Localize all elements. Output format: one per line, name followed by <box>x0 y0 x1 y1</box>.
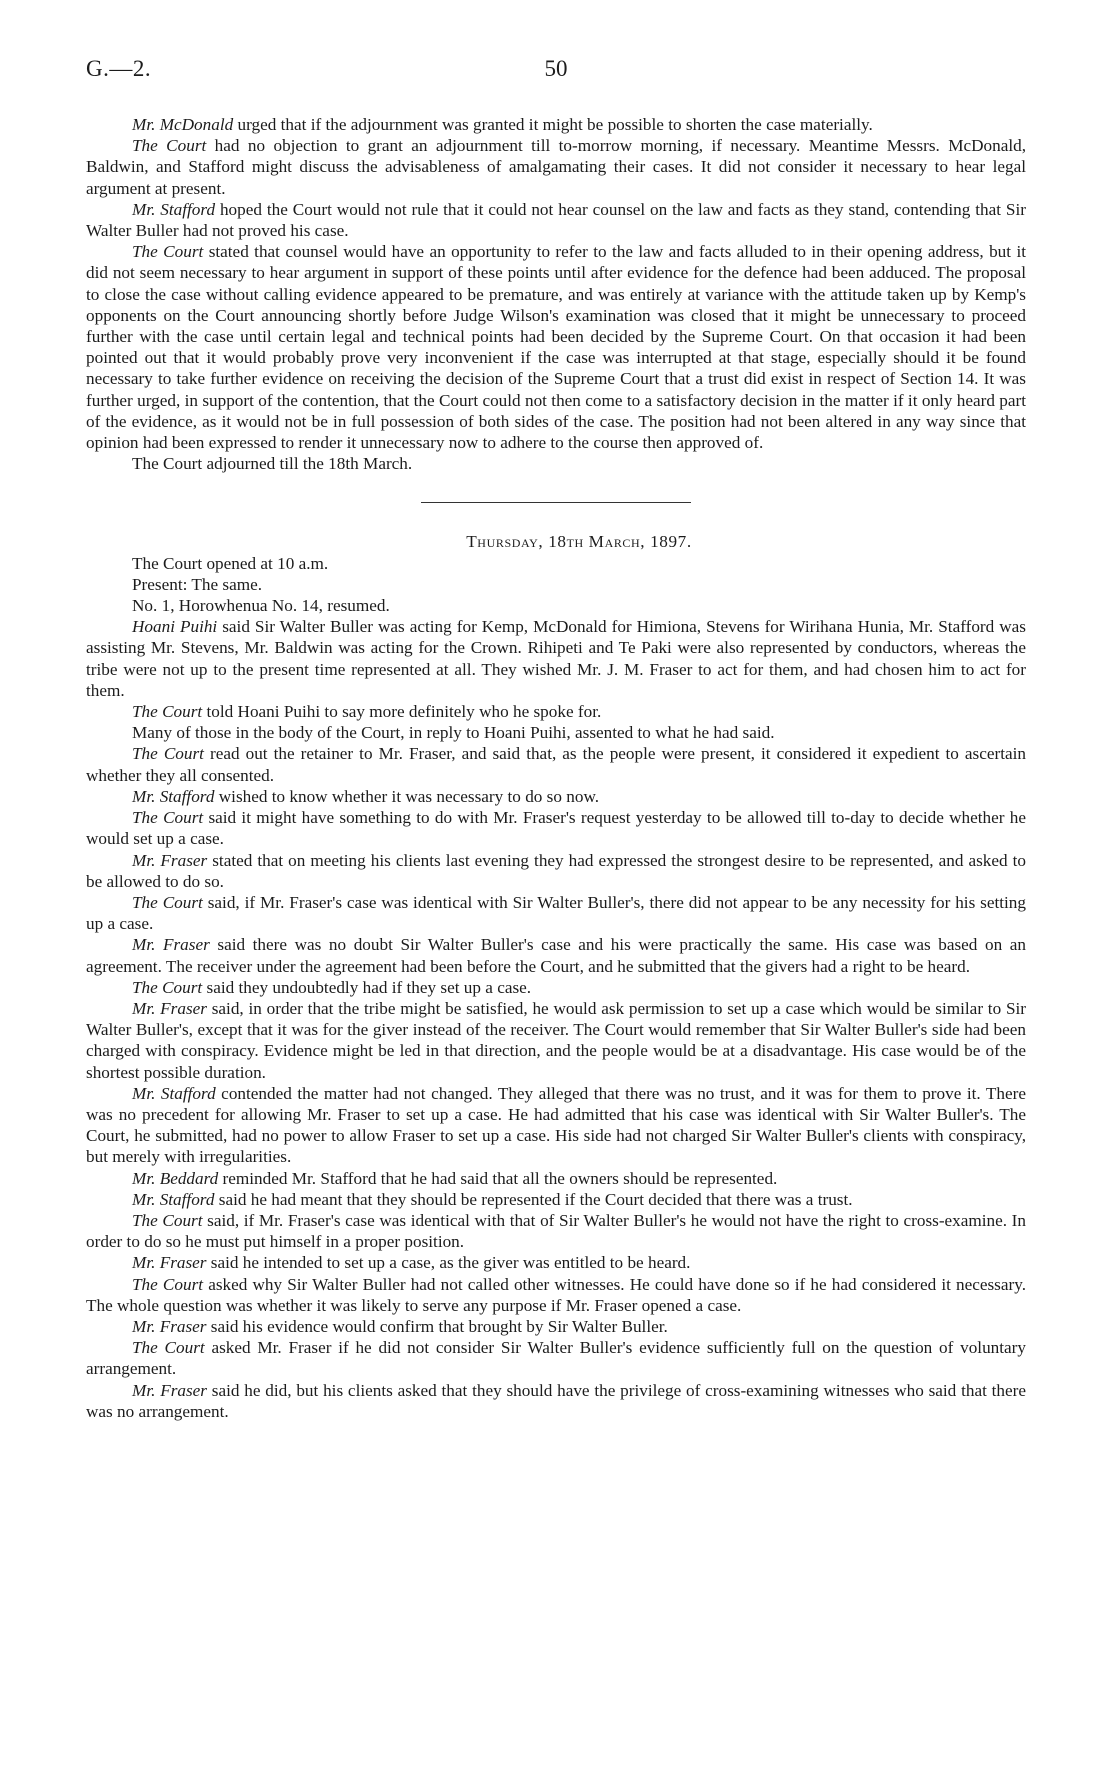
paragraph-text: said, if Mr. Fraser's case was identical with that of Sir Walter Buller's he would not have the right to cross-examine. In order to do so he must put himself in a proper position. <box>86 1210 1026 1252</box>
speaker-name: Mr. Stafford <box>132 199 216 219</box>
speaker-name: The Court <box>132 977 203 997</box>
paragraph <box>86 1274 1026 1316</box>
paragraph <box>86 1189 1026 1210</box>
paragraph <box>86 850 1026 892</box>
paragraph <box>86 1316 1026 1337</box>
section-divider <box>421 502 691 503</box>
paragraph-text: No. 1, Horowhenua No. 14, resumed. <box>132 596 390 616</box>
date-heading: Thursday, 18th March, 1897. <box>466 532 692 552</box>
paragraph-text: reminded Mr. Stafford that he had said that all the owners should be represented. <box>218 1168 778 1188</box>
paragraph-text: said it might have something to do with Mr. Fraser's request yesterday to be allowed till to-day to decide whether he would set up a case. <box>86 808 1026 849</box>
speaker-name: Mr. Fraser <box>132 1253 207 1273</box>
paragraph-text: said his evidence would confirm that brought by Sir Walter Buller. <box>206 1316 668 1336</box>
section-1 <box>86 114 1026 474</box>
paragraph <box>86 977 1026 998</box>
paragraph <box>86 241 1026 453</box>
paragraph-text: Many of those in the body of the Court, in reply to Hoani Puihi, assented to what he had said. <box>132 723 775 743</box>
paragraph-text: said they undoubtedly had if they set up a case. <box>202 977 532 997</box>
paragraph-text: urged that if the adjournment was granted it might be possible to shorten the case materially. <box>233 115 873 134</box>
speaker-name: Mr. McDonald <box>132 115 234 134</box>
paragraph <box>86 998 1026 1083</box>
paragraph-text: The Court opened at 10 a.m. <box>132 553 329 573</box>
speaker-name: The Court <box>132 1338 205 1358</box>
paragraph <box>86 135 1026 199</box>
document-reference: G.—2. <box>86 56 152 81</box>
paragraph-text: said, in order that the tribe might be satisfied, he would ask permission to set up a case which would be similar to Sir Walter Buller's, except that it was for the giver instead of the receiver. The Court would remember that Sir Walter Buller's side had been charged with conspiracy. Evidence might be led in that direction, and the people would be at a disadvantage. His case would be of the shortest possible duration. <box>86 998 1027 1082</box>
paragraph <box>86 1337 1026 1379</box>
paragraph-text: said Sir Walter Buller was acting for Kemp, McDonald for Himiona, Stevens for Wirihana Hunia, Mr. Stafford was assisting Mr. Stevens, Mr. Baldwin was acting for the Crown. Rihipeti and Te Paki were also represented by conductors, whereas the tribe were not up to the present time represented at all. They wished Mr. J. M. Fraser to act for them, and had chosen him to act for them. <box>86 617 1026 700</box>
paragraph-text: asked why Sir Walter Buller had not called other witnesses. He could have done so if he had considered it necessary. The whole question was whether it was likely to serve any purpose if Mr. Fraser opened a case. <box>86 1274 1026 1315</box>
paragraph <box>86 701 1026 722</box>
speaker-name: The Court <box>132 702 203 722</box>
paragraph <box>86 1252 1026 1273</box>
paragraph-text: said he had meant that they should be represented if the Court decided that there was a trust. <box>214 1189 853 1209</box>
paragraph <box>86 595 1026 616</box>
paragraph <box>86 1210 1026 1252</box>
paragraph-text: stated that on meeting his clients last evening they had expressed the strongest desire to be represented, and asked to be allowed to do so. <box>86 850 1026 891</box>
paragraph-text: said, if Mr. Fraser's case was identical with Sir Walter Buller's, there did not appear to be any necessity for his setting up a case. <box>86 892 1026 934</box>
speaker-name: The Court <box>132 242 204 262</box>
speaker-name: Mr. Stafford <box>132 1189 215 1209</box>
paragraph-text: said he did, but his clients asked that they should have the privilege of cross-examining witnesses who said that there was no arrangement. <box>86 1380 1026 1421</box>
speaker-name: The Court <box>132 808 204 828</box>
paragraph <box>86 114 1026 135</box>
paragraph-text: The Court adjourned till the 18th March. <box>132 454 413 474</box>
page-number: 50 <box>544 56 568 81</box>
speaker-name: Mr. Fraser <box>132 850 208 870</box>
speaker-name: The Court <box>132 892 203 912</box>
paragraph <box>86 786 1026 807</box>
speaker-name: Mr. Fraser <box>132 935 210 955</box>
paragraph-text: had no objection to grant an adjournment till to-morrow morning, if necessary. Meantime Messrs. McDonald, Baldwin, and Stafford might discuss the advisableness of amalgamating their cases. It did not consider it necessary to hear legal argument at present. <box>86 136 1026 198</box>
speaker-name: The Court <box>132 1274 204 1294</box>
paragraph-text: stated that counsel would have an opportunity to refer to the law and facts alluded to in their opening address, but it did not seem necessary to hear argument in support of these points until after evidence for the defence had been adduced. The proposal to close the case without calling evidence appeared to be premature, and was entirely at variance with the attitude taken up by Kemp's opponents on the Court announcing shortly before Judge Wilson's examination was closed that it might be unnecessary to proceed further with the case until certain legal and technical points had been decided by the Supreme Court. On that occasion it had been pointed out that it would probably prove very inconvenient if the case was interrupted at that stage, especially should it be found necessary to take further evidence on receiving the decision of the Supreme Court that a trust did exist in respect of Section 14. It was further urged, in support of the contention, that the Court could not then come to a satisfactory decision in the matter if it only heard part of the evidence, as it would not be in full possession of both sides of the case. The position had not been altered in any way since that opinion had been expressed to render it unnecessary now to adhere to the course then approved of. <box>86 242 1026 453</box>
paragraph-text: wished to know whether it was necessary to do so now. <box>214 786 600 806</box>
speaker-name: Mr. Fraser <box>132 1380 207 1400</box>
paragraph <box>86 553 1026 574</box>
speaker-name: The Court <box>132 744 204 764</box>
document-body <box>86 114 1026 1422</box>
speaker-name: Mr. Fraser <box>132 998 207 1018</box>
paragraph <box>86 722 1026 743</box>
paragraph-text: Present: The same. <box>132 574 262 594</box>
paragraph <box>86 616 1026 701</box>
speaker-name: Mr. Beddard <box>132 1168 219 1188</box>
paragraph <box>86 807 1026 849</box>
speaker-name: Mr. Stafford <box>132 786 215 806</box>
paragraph <box>86 892 1026 934</box>
page-header <box>86 56 1026 86</box>
paragraph <box>86 574 1026 595</box>
paragraph-text: read out the retainer to Mr. Fraser, and said that, as the people were present, it considered it expedient to ascertain whether they all consented. <box>86 744 1026 785</box>
section-2 <box>86 553 1026 1422</box>
speaker-name: Hoani Puihi <box>132 617 218 637</box>
paragraph <box>86 1380 1026 1422</box>
paragraph <box>86 1168 1026 1189</box>
paragraph <box>86 199 1026 241</box>
paragraph <box>86 1083 1026 1168</box>
paragraph-text: told Hoani Puihi to say more definitely who he spoke for. <box>202 702 602 722</box>
paragraph-text: said he intended to set up a case, as the giver was entitled to be heard. <box>206 1253 691 1273</box>
paragraph <box>86 934 1026 976</box>
speaker-name: Mr. Fraser <box>132 1316 207 1336</box>
speaker-name: The Court <box>132 136 207 156</box>
paragraph-text: said there was no doubt Sir Walter Buller's case and his were practically the same. His case was based on an agreement. The receiver under the agreement had been before the Court, and he submitted that the givers had a right to be heard. <box>86 935 1026 976</box>
paragraph-text: asked Mr. Fraser if he did not consider Sir Walter Buller's evidence sufficiently full on the question of voluntary arrangement. <box>86 1338 1026 1379</box>
speaker-name: The Court <box>132 1210 203 1230</box>
paragraph <box>86 453 1026 474</box>
paragraph-text: hoped the Court would not rule that it could not hear counsel on the law and facts as they stand, contending that Sir Walter Buller had not proved his case. <box>86 199 1026 241</box>
speaker-name: Mr. Stafford <box>132 1083 216 1103</box>
paragraph-text: contended the matter had not changed. They alleged that there was no trust, and it was for them to prove it. There was no precedent for allowing Mr. Fraser to set up a case. He had admitted that his case was identical with Sir Walter Buller's. The Court, he submitted, had no power to allow Fraser to set up a case. His side had not charged Sir Walter Buller's clients with conspiracy, but merely with irregularities. <box>86 1083 1026 1167</box>
paragraph <box>86 743 1026 785</box>
